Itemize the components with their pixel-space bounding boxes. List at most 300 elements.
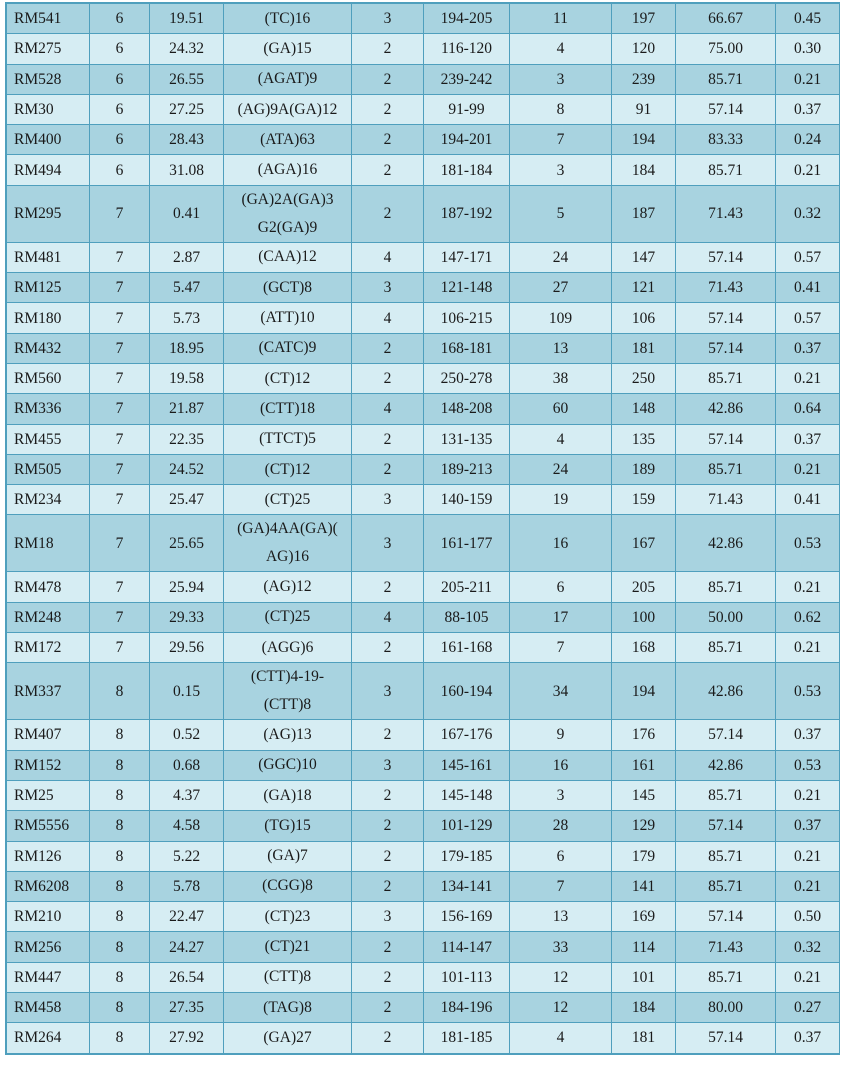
cell-size-range: 184-196 [424, 993, 510, 1023]
cell-motif: (CATC)9 [224, 333, 352, 363]
cell-position: 28.43 [150, 125, 224, 155]
cell-pic: 0.21 [776, 454, 840, 484]
cell-chromosome: 6 [90, 94, 150, 124]
cell-size-range: 116-120 [424, 34, 510, 64]
cell-chromosome: 8 [90, 932, 150, 962]
cell-size-range: 134-141 [424, 871, 510, 901]
cell-position: 5.22 [150, 841, 224, 871]
cell-pic: 0.37 [776, 94, 840, 124]
cell-chromosome: 8 [90, 871, 150, 901]
cell-range-diff: 3 [510, 155, 612, 185]
cell-alleles: 3 [352, 750, 424, 780]
cell-motif: (AG)13 [224, 720, 352, 750]
cell-size-range: 140-159 [424, 485, 510, 515]
table-row [7, 811, 840, 841]
cell-chromosome: 7 [90, 515, 150, 572]
table-row [7, 962, 840, 992]
cell-alleles: 2 [352, 34, 424, 64]
cell-allele-size: 194 [612, 663, 676, 720]
cell-position: 26.55 [150, 64, 224, 94]
cell-allele-size: 181 [612, 333, 676, 363]
cell-motif: (CT)23 [224, 902, 352, 932]
cell-motif: (CT)12 [224, 454, 352, 484]
cell-pic: 0.37 [776, 720, 840, 750]
cell-range-diff: 13 [510, 333, 612, 363]
cell-alleles: 2 [352, 333, 424, 363]
cell-alleles: 2 [352, 780, 424, 810]
cell-position: 19.51 [150, 4, 224, 34]
cell-frequency: 42.86 [676, 750, 776, 780]
cell-motif: (GA)18 [224, 780, 352, 810]
cell-chromosome: 7 [90, 333, 150, 363]
cell-pic: 0.21 [776, 572, 840, 602]
cell-pic: 0.53 [776, 750, 840, 780]
cell-motif: (TC)16 [224, 4, 352, 34]
cell-pic: 0.21 [776, 841, 840, 871]
cell-allele-size: 101 [612, 962, 676, 992]
cell-pic: 0.50 [776, 902, 840, 932]
cell-range-diff: 16 [510, 515, 612, 572]
cell-range-diff: 38 [510, 363, 612, 393]
cell-pic: 0.32 [776, 185, 840, 242]
marker-table-container [5, 2, 840, 1055]
cell-size-range: 91-99 [424, 94, 510, 124]
cell-frequency: 71.43 [676, 185, 776, 242]
cell-range-diff: 6 [510, 572, 612, 602]
cell-alleles: 4 [352, 394, 424, 424]
cell-alleles: 2 [352, 572, 424, 602]
table-row [7, 902, 840, 932]
cell-position: 4.37 [150, 780, 224, 810]
cell-chromosome: 7 [90, 242, 150, 272]
cell-allele-size: 205 [612, 572, 676, 602]
cell-allele-size: 179 [612, 841, 676, 871]
cell-alleles: 2 [352, 962, 424, 992]
cell-chromosome: 8 [90, 841, 150, 871]
cell-range-diff: 109 [510, 303, 612, 333]
table-row [7, 993, 840, 1023]
table-row [7, 602, 840, 632]
cell-motif: (CT)12 [224, 363, 352, 393]
table-row [7, 932, 840, 962]
cell-alleles: 2 [352, 94, 424, 124]
cell-allele-size: 147 [612, 242, 676, 272]
cell-range-diff: 4 [510, 1023, 612, 1053]
cell-allele-size: 184 [612, 993, 676, 1023]
cell-alleles: 2 [352, 64, 424, 94]
cell-marker: RM275 [7, 34, 90, 64]
cell-size-range: 106-215 [424, 303, 510, 333]
cell-marker: RM494 [7, 155, 90, 185]
cell-allele-size: 121 [612, 273, 676, 303]
cell-alleles: 3 [352, 4, 424, 34]
cell-motif: (AG)9A(GA)12 [224, 94, 352, 124]
cell-allele-size: 167 [612, 515, 676, 572]
cell-position: 24.52 [150, 454, 224, 484]
cell-range-diff: 4 [510, 34, 612, 64]
cell-frequency: 57.14 [676, 333, 776, 363]
cell-range-diff: 28 [510, 811, 612, 841]
cell-motif: (TTCT)5 [224, 424, 352, 454]
cell-allele-size: 239 [612, 64, 676, 94]
cell-size-range: 88-105 [424, 602, 510, 632]
cell-alleles: 2 [352, 1023, 424, 1053]
cell-marker: RM256 [7, 932, 90, 962]
cell-motif: (GA)4AA(GA)( AG)16 [224, 515, 352, 572]
cell-frequency: 71.43 [676, 273, 776, 303]
cell-alleles: 2 [352, 811, 424, 841]
cell-position: 24.32 [150, 34, 224, 64]
cell-size-range: 194-201 [424, 125, 510, 155]
cell-alleles: 3 [352, 663, 424, 720]
cell-marker: RM432 [7, 333, 90, 363]
cell-range-diff: 7 [510, 125, 612, 155]
cell-chromosome: 7 [90, 485, 150, 515]
cell-frequency: 57.14 [676, 811, 776, 841]
cell-motif: (ATA)63 [224, 125, 352, 155]
cell-size-range: 145-148 [424, 780, 510, 810]
cell-position: 27.92 [150, 1023, 224, 1053]
cell-marker: RM478 [7, 572, 90, 602]
cell-frequency: 57.14 [676, 424, 776, 454]
cell-pic: 0.21 [776, 780, 840, 810]
cell-frequency: 57.14 [676, 1023, 776, 1053]
table-row [7, 454, 840, 484]
cell-range-diff: 24 [510, 454, 612, 484]
table-row [7, 720, 840, 750]
cell-pic: 0.37 [776, 424, 840, 454]
cell-size-range: 250-278 [424, 363, 510, 393]
cell-chromosome: 8 [90, 1023, 150, 1053]
cell-size-range: 147-171 [424, 242, 510, 272]
cell-pic: 0.37 [776, 811, 840, 841]
cell-size-range: 156-169 [424, 902, 510, 932]
cell-range-diff: 24 [510, 242, 612, 272]
cell-alleles: 3 [352, 485, 424, 515]
cell-frequency: 57.14 [676, 303, 776, 333]
cell-marker: RM172 [7, 633, 90, 663]
cell-motif: (ATT)10 [224, 303, 352, 333]
cell-allele-size: 120 [612, 34, 676, 64]
cell-position: 27.35 [150, 993, 224, 1023]
cell-alleles: 2 [352, 125, 424, 155]
cell-position: 4.58 [150, 811, 224, 841]
cell-allele-size: 100 [612, 602, 676, 632]
table-body [7, 4, 840, 1054]
cell-pic: 0.45 [776, 4, 840, 34]
cell-range-diff: 7 [510, 871, 612, 901]
cell-chromosome: 6 [90, 64, 150, 94]
cell-motif: (TAG)8 [224, 993, 352, 1023]
cell-position: 5.73 [150, 303, 224, 333]
cell-marker: RM30 [7, 94, 90, 124]
cell-pic: 0.21 [776, 64, 840, 94]
cell-chromosome: 6 [90, 4, 150, 34]
cell-alleles: 3 [352, 902, 424, 932]
cell-frequency: 50.00 [676, 602, 776, 632]
cell-pic: 0.53 [776, 663, 840, 720]
cell-chromosome: 7 [90, 454, 150, 484]
cell-pic: 0.30 [776, 34, 840, 64]
cell-alleles: 3 [352, 273, 424, 303]
cell-range-diff: 4 [510, 424, 612, 454]
cell-marker: RM295 [7, 185, 90, 242]
cell-chromosome: 8 [90, 750, 150, 780]
cell-frequency: 85.71 [676, 454, 776, 484]
cell-pic: 0.41 [776, 273, 840, 303]
cell-range-diff: 8 [510, 94, 612, 124]
cell-pic: 0.64 [776, 394, 840, 424]
cell-motif: (CT)21 [224, 932, 352, 962]
cell-allele-size: 145 [612, 780, 676, 810]
cell-pic: 0.37 [776, 1023, 840, 1053]
cell-marker: RM264 [7, 1023, 90, 1053]
cell-pic: 0.32 [776, 932, 840, 962]
cell-allele-size: 106 [612, 303, 676, 333]
marker-table [6, 3, 840, 1054]
cell-pic: 0.41 [776, 485, 840, 515]
cell-size-range: 145-161 [424, 750, 510, 780]
table-row [7, 363, 840, 393]
cell-marker: RM25 [7, 780, 90, 810]
cell-frequency: 83.33 [676, 125, 776, 155]
cell-frequency: 57.14 [676, 94, 776, 124]
cell-pic: 0.24 [776, 125, 840, 155]
cell-chromosome: 6 [90, 125, 150, 155]
table-row [7, 273, 840, 303]
cell-range-diff: 12 [510, 962, 612, 992]
cell-chromosome: 8 [90, 720, 150, 750]
cell-allele-size: 194 [612, 125, 676, 155]
cell-motif: (GA)15 [224, 34, 352, 64]
table-row [7, 333, 840, 363]
cell-marker: RM234 [7, 485, 90, 515]
cell-allele-size: 250 [612, 363, 676, 393]
cell-size-range: 168-181 [424, 333, 510, 363]
cell-range-diff: 34 [510, 663, 612, 720]
cell-chromosome: 8 [90, 993, 150, 1023]
cell-allele-size: 169 [612, 902, 676, 932]
cell-motif: (GA)2A(GA)3 G2(GA)9 [224, 185, 352, 242]
cell-size-range: 187-192 [424, 185, 510, 242]
cell-pic: 0.21 [776, 363, 840, 393]
table-row [7, 424, 840, 454]
cell-motif: (AGG)6 [224, 633, 352, 663]
cell-alleles: 2 [352, 841, 424, 871]
cell-chromosome: 7 [90, 602, 150, 632]
cell-chromosome: 8 [90, 962, 150, 992]
table-row [7, 155, 840, 185]
cell-marker: RM180 [7, 303, 90, 333]
cell-marker: RM455 [7, 424, 90, 454]
cell-range-diff: 12 [510, 993, 612, 1023]
cell-alleles: 2 [352, 424, 424, 454]
cell-frequency: 80.00 [676, 993, 776, 1023]
cell-motif: (CT)25 [224, 602, 352, 632]
table-row [7, 485, 840, 515]
cell-position: 0.15 [150, 663, 224, 720]
cell-chromosome: 6 [90, 34, 150, 64]
cell-chromosome: 7 [90, 394, 150, 424]
cell-range-diff: 5 [510, 185, 612, 242]
table-row [7, 515, 840, 572]
cell-allele-size: 181 [612, 1023, 676, 1053]
cell-marker: RM541 [7, 4, 90, 34]
cell-alleles: 2 [352, 720, 424, 750]
table-row [7, 1023, 840, 1053]
cell-alleles: 2 [352, 932, 424, 962]
cell-frequency: 85.71 [676, 871, 776, 901]
cell-allele-size: 189 [612, 454, 676, 484]
cell-range-diff: 9 [510, 720, 612, 750]
cell-motif: (CAA)12 [224, 242, 352, 272]
cell-frequency: 85.71 [676, 572, 776, 602]
cell-range-diff: 7 [510, 633, 612, 663]
cell-marker: RM505 [7, 454, 90, 484]
cell-allele-size: 168 [612, 633, 676, 663]
cell-range-diff: 6 [510, 841, 612, 871]
cell-frequency: 85.71 [676, 633, 776, 663]
table-row [7, 841, 840, 871]
cell-size-range: 189-213 [424, 454, 510, 484]
cell-allele-size: 197 [612, 4, 676, 34]
cell-alleles: 3 [352, 515, 424, 572]
cell-position: 29.56 [150, 633, 224, 663]
cell-position: 18.95 [150, 333, 224, 363]
cell-chromosome: 8 [90, 811, 150, 841]
cell-marker: RM407 [7, 720, 90, 750]
cell-marker: RM447 [7, 962, 90, 992]
cell-pic: 0.57 [776, 242, 840, 272]
cell-position: 0.52 [150, 720, 224, 750]
cell-marker: RM560 [7, 363, 90, 393]
cell-chromosome: 8 [90, 902, 150, 932]
table-row [7, 780, 840, 810]
cell-chromosome: 8 [90, 663, 150, 720]
cell-marker: RM248 [7, 602, 90, 632]
cell-pic: 0.57 [776, 303, 840, 333]
cell-size-range: 181-185 [424, 1023, 510, 1053]
cell-size-range: 114-147 [424, 932, 510, 962]
cell-range-diff: 27 [510, 273, 612, 303]
cell-marker: RM481 [7, 242, 90, 272]
cell-range-diff: 11 [510, 4, 612, 34]
cell-size-range: 101-129 [424, 811, 510, 841]
cell-frequency: 85.71 [676, 155, 776, 185]
table-row [7, 750, 840, 780]
cell-allele-size: 187 [612, 185, 676, 242]
cell-alleles: 2 [352, 633, 424, 663]
cell-alleles: 2 [352, 454, 424, 484]
cell-size-range: 167-176 [424, 720, 510, 750]
cell-position: 22.47 [150, 902, 224, 932]
cell-position: 0.68 [150, 750, 224, 780]
cell-pic: 0.37 [776, 333, 840, 363]
cell-pic: 0.21 [776, 155, 840, 185]
cell-position: 27.25 [150, 94, 224, 124]
cell-frequency: 42.86 [676, 394, 776, 424]
cell-marker: RM210 [7, 902, 90, 932]
cell-frequency: 85.71 [676, 841, 776, 871]
cell-size-range: 194-205 [424, 4, 510, 34]
cell-pic: 0.21 [776, 633, 840, 663]
cell-motif: (GA)27 [224, 1023, 352, 1053]
cell-position: 24.27 [150, 932, 224, 962]
cell-pic: 0.21 [776, 962, 840, 992]
cell-chromosome: 7 [90, 572, 150, 602]
cell-size-range: 205-211 [424, 572, 510, 602]
cell-marker: RM458 [7, 993, 90, 1023]
cell-size-range: 101-113 [424, 962, 510, 992]
table-row [7, 871, 840, 901]
cell-range-diff: 60 [510, 394, 612, 424]
cell-size-range: 121-148 [424, 273, 510, 303]
cell-size-range: 148-208 [424, 394, 510, 424]
cell-motif: (AGA)16 [224, 155, 352, 185]
table-row [7, 242, 840, 272]
cell-motif: (CTT)8 [224, 962, 352, 992]
cell-allele-size: 129 [612, 811, 676, 841]
cell-position: 25.47 [150, 485, 224, 515]
cell-chromosome: 7 [90, 363, 150, 393]
table-row [7, 633, 840, 663]
cell-motif: (CT)25 [224, 485, 352, 515]
cell-chromosome: 7 [90, 424, 150, 454]
cell-position: 25.94 [150, 572, 224, 602]
cell-frequency: 85.71 [676, 64, 776, 94]
cell-allele-size: 161 [612, 750, 676, 780]
cell-motif: (GA)7 [224, 841, 352, 871]
cell-allele-size: 159 [612, 485, 676, 515]
cell-marker: RM5556 [7, 811, 90, 841]
cell-motif: (CTT)4-19- (CTT)8 [224, 663, 352, 720]
cell-size-range: 239-242 [424, 64, 510, 94]
cell-marker: RM400 [7, 125, 90, 155]
cell-chromosome: 8 [90, 780, 150, 810]
cell-alleles: 4 [352, 242, 424, 272]
cell-position: 0.41 [150, 185, 224, 242]
cell-motif: (GGC)10 [224, 750, 352, 780]
cell-pic: 0.53 [776, 515, 840, 572]
cell-range-diff: 19 [510, 485, 612, 515]
cell-position: 19.58 [150, 363, 224, 393]
cell-position: 22.35 [150, 424, 224, 454]
cell-frequency: 57.14 [676, 242, 776, 272]
table-row [7, 303, 840, 333]
cell-chromosome: 6 [90, 155, 150, 185]
cell-chromosome: 7 [90, 633, 150, 663]
table-row [7, 34, 840, 64]
table-row [7, 572, 840, 602]
cell-allele-size: 91 [612, 94, 676, 124]
cell-marker: RM126 [7, 841, 90, 871]
cell-frequency: 85.71 [676, 363, 776, 393]
cell-size-range: 131-135 [424, 424, 510, 454]
cell-size-range: 160-194 [424, 663, 510, 720]
cell-marker: RM337 [7, 663, 90, 720]
cell-alleles: 4 [352, 303, 424, 333]
cell-size-range: 161-168 [424, 633, 510, 663]
cell-pic: 0.21 [776, 871, 840, 901]
cell-frequency: 71.43 [676, 485, 776, 515]
cell-frequency: 75.00 [676, 34, 776, 64]
cell-marker: RM18 [7, 515, 90, 572]
cell-marker: RM152 [7, 750, 90, 780]
table-row [7, 94, 840, 124]
cell-marker: RM528 [7, 64, 90, 94]
cell-position: 21.87 [150, 394, 224, 424]
cell-motif: (GCT)8 [224, 273, 352, 303]
